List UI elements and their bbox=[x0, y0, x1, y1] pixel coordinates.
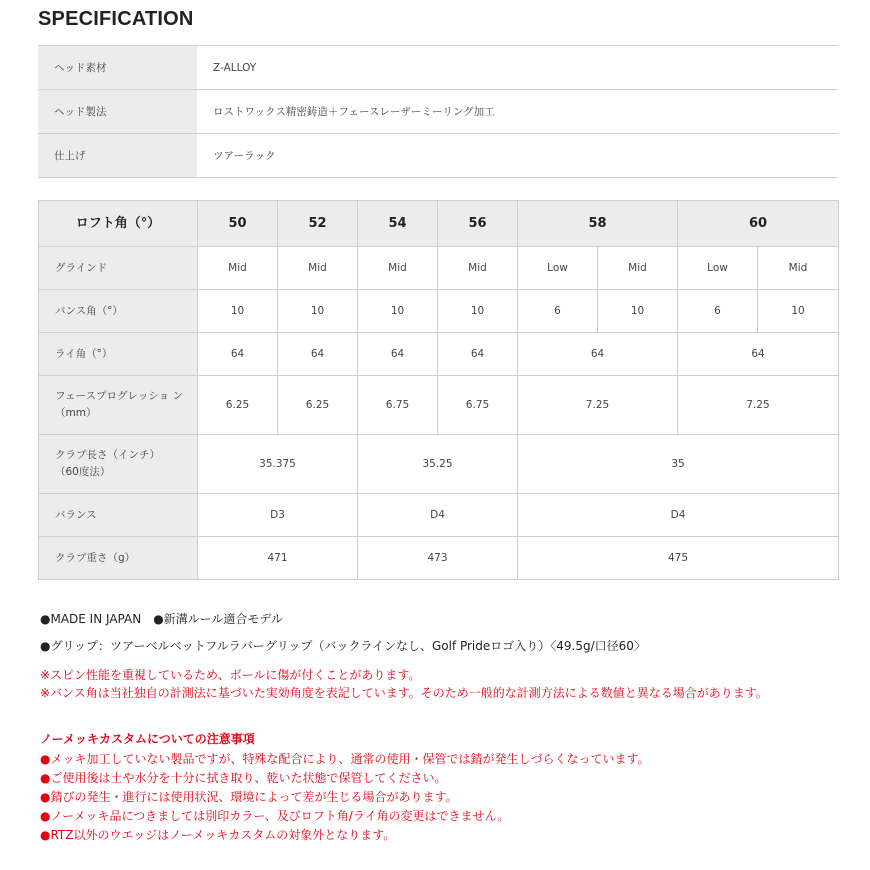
spec-value: Z-ALLOY bbox=[197, 46, 838, 90]
grind-label: グラインド bbox=[39, 247, 198, 290]
no-plating-item: ●ノーメッキ品につきましては別印カラー、及びロフト角/ライ角の変更はできません。 bbox=[40, 809, 510, 823]
club-length-label bbox=[39, 435, 198, 494]
grind-row bbox=[39, 247, 839, 290]
loft-value: 60 bbox=[678, 201, 839, 247]
grind-value: Mid bbox=[598, 247, 678, 290]
no-plating-item: ●ご使用後は土や水分を十分に拭き取り、乾いた状態で保管してください。 bbox=[40, 771, 447, 785]
loft-value: 56 bbox=[438, 201, 518, 247]
bounce-value: 6 bbox=[518, 290, 598, 333]
bounce-value: 10 bbox=[358, 290, 438, 333]
balance-value: D3 bbox=[198, 494, 358, 537]
club-weight-label: クラブ重さ（g） bbox=[39, 537, 198, 580]
bounce-row bbox=[39, 290, 839, 333]
balance-label: バランス bbox=[39, 494, 198, 537]
face-progression-value: 6.75 bbox=[438, 376, 518, 435]
grip-note: ●グリップ：ツアーベルベットフルラバーグリップ（バックラインなし、Golf Prideロゴ入り）〈49.5g/口径60〉 bbox=[40, 639, 646, 653]
loft-value: 54 bbox=[358, 201, 438, 247]
spec-table bbox=[38, 45, 838, 178]
club-length-label-line1: クラブ長さ（インチ） bbox=[55, 449, 160, 461]
no-plating-item: ●メッキ加工していない製品ですが、特殊な配合により、通常の使用・保管では錆が発生しづらくなっています。 bbox=[40, 752, 650, 766]
lie-label: ライ角（°） bbox=[39, 333, 198, 376]
spec-value: ツアーラック bbox=[197, 134, 838, 178]
lie-value: 64 bbox=[358, 333, 438, 376]
grind-value: Low bbox=[518, 247, 598, 290]
bounce-label: バンス角（°） bbox=[39, 290, 198, 333]
grind-value: Mid bbox=[358, 247, 438, 290]
face-progression-value: 6.25 bbox=[198, 376, 278, 435]
loft-header-row bbox=[39, 201, 839, 247]
spec-row bbox=[38, 90, 838, 134]
bounce-value: 10 bbox=[198, 290, 278, 333]
face-progression-value: 6.25 bbox=[278, 376, 358, 435]
grind-value: Low bbox=[678, 247, 758, 290]
loft-table bbox=[38, 200, 839, 580]
lie-value: 64 bbox=[438, 333, 518, 376]
loft-value: 50 bbox=[198, 201, 278, 247]
club-length-value: 35.375 bbox=[198, 435, 358, 494]
no-plating-heading: ノーメッキカスタムについての注意事項 bbox=[40, 732, 255, 746]
grind-value: Mid bbox=[198, 247, 278, 290]
face-progression-value: 7.25 bbox=[678, 376, 839, 435]
club-length-row bbox=[39, 435, 839, 494]
spec-row bbox=[38, 46, 838, 90]
spec-label: ヘッド素材 bbox=[38, 46, 197, 90]
face-progression-value: 7.25 bbox=[518, 376, 678, 435]
club-length-label-line2: （60度法） bbox=[55, 466, 111, 478]
lie-value: 64 bbox=[678, 333, 839, 376]
balance-value: D4 bbox=[518, 494, 839, 537]
grind-value: Mid bbox=[758, 247, 839, 290]
club-weight-value: 471 bbox=[198, 537, 358, 580]
loft-value: 52 bbox=[278, 201, 358, 247]
no-plating-item: ●RTZ以外のウエッジはノーメッキカスタムの対象外となります。 bbox=[40, 828, 396, 842]
spec-label: 仕上げ bbox=[38, 134, 197, 178]
balance-row bbox=[39, 494, 839, 537]
face-progression-row bbox=[39, 376, 839, 435]
spec-row bbox=[38, 134, 838, 178]
face-progression-label: フェースプログレッショ ン（mm） bbox=[39, 376, 198, 435]
origin-note: ●MADE IN JAPAN ●新溝ルール適合モデル bbox=[40, 612, 283, 626]
lie-value: 64 bbox=[198, 333, 278, 376]
lie-value: 64 bbox=[518, 333, 678, 376]
club-weight-value: 475 bbox=[518, 537, 839, 580]
no-plating-item: ●錆びの発生・進行には使用状況、環境によって差が生じる場合があります。 bbox=[40, 790, 458, 804]
balance-value: D4 bbox=[358, 494, 518, 537]
bounce-value: 10 bbox=[758, 290, 839, 333]
lie-value: 64 bbox=[278, 333, 358, 376]
face-progression-value: 6.75 bbox=[358, 376, 438, 435]
spec-label: ヘッド製法 bbox=[38, 90, 197, 134]
spec-value: ロストワックス精密鋳造＋フェースレーザーミーリング加工 bbox=[197, 90, 838, 134]
bounce-value: 6 bbox=[678, 290, 758, 333]
caution-note: ※バンス角は当社独自の計測法に基づいた実効角度を表記しています。そのため一般的な計測方法による数値と異なる場合があります。 bbox=[40, 686, 768, 700]
club-length-value: 35 bbox=[518, 435, 839, 494]
bounce-value: 10 bbox=[598, 290, 678, 333]
loft-value: 58 bbox=[518, 201, 678, 247]
grind-value: Mid bbox=[438, 247, 518, 290]
club-length-value: 35.25 bbox=[358, 435, 518, 494]
lie-row bbox=[39, 333, 839, 376]
grind-value: Mid bbox=[278, 247, 358, 290]
bounce-value: 10 bbox=[278, 290, 358, 333]
club-weight-value: 473 bbox=[358, 537, 518, 580]
club-weight-row bbox=[39, 537, 839, 580]
caution-note: ※スピン性能を重視しているため、ボールに傷が付くことがあります。 bbox=[40, 668, 421, 682]
bounce-value: 10 bbox=[438, 290, 518, 333]
loft-header-label: ロフト角（°） bbox=[39, 201, 198, 247]
page-title: SPECIFICATION bbox=[38, 8, 194, 30]
